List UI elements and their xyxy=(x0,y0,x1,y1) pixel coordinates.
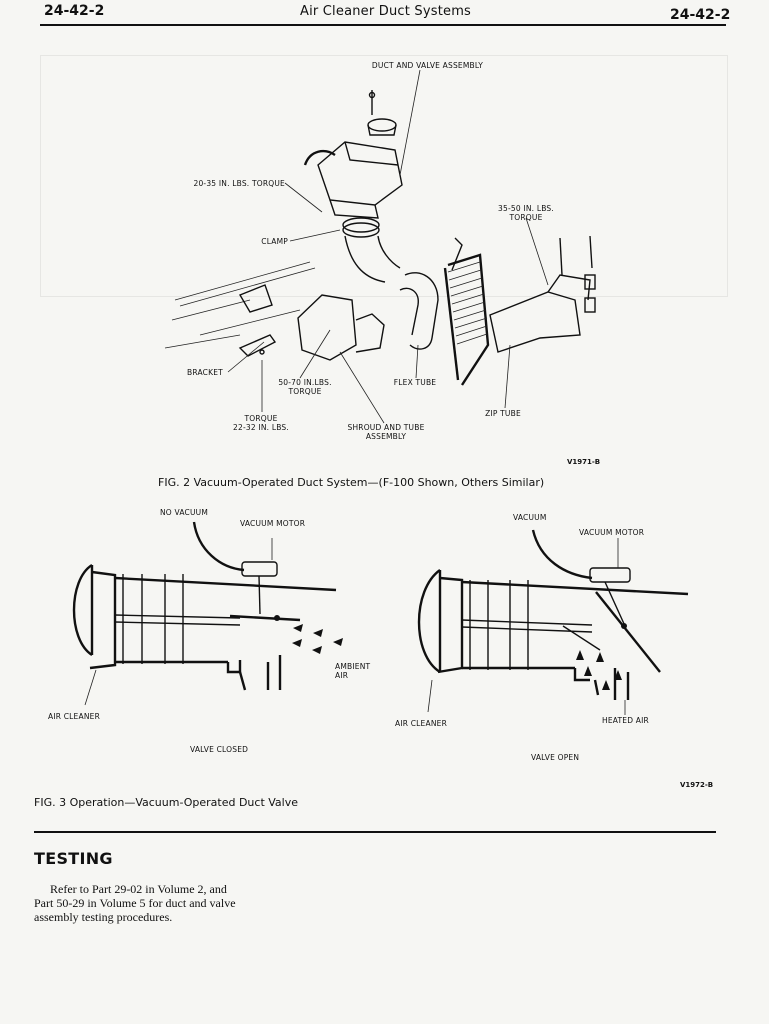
figure2-caption: FIG. 2 Vacuum-Operated Duct System—(F-100 Shown, Others Similar) xyxy=(158,476,545,489)
label-torque-20-35: 20-35 IN. LBS. TORQUE xyxy=(193,179,285,188)
page-number-right: 24-42-2 xyxy=(670,7,731,23)
testing-heading: TESTING xyxy=(34,849,113,868)
label-zip-tube: ZIP TUBE xyxy=(485,409,521,418)
label-clamp: CLAMP xyxy=(261,237,288,246)
label-vacuum-motor-left: VACUUM MOTOR xyxy=(240,519,306,528)
figure3-caption: FIG. 3 Operation—Vacuum-Operated Duct Valve xyxy=(34,796,298,809)
figure2-code: V1971-B xyxy=(567,458,601,466)
page-title: Air Cleaner Duct Systems xyxy=(300,4,472,19)
label-air-cleaner-left: AIR CLEANER xyxy=(48,712,100,721)
label-ambient-air xyxy=(335,662,370,680)
label-vacuum-motor-right: VACUUM MOTOR xyxy=(579,528,645,537)
label-valve-closed: VALVE CLOSED xyxy=(190,745,249,754)
label-no-vacuum: NO VACUUM xyxy=(160,508,209,517)
label-torque-22-32-text: TORQUE 22-32 IN. LBS. xyxy=(233,414,289,432)
figure3-code: V1972-B xyxy=(680,781,714,789)
label-valve-open: VALVE OPEN xyxy=(531,753,580,762)
label-torque-50-70-text: 50-70 IN.LBS. TORQUE xyxy=(278,378,332,396)
page-number-left: 24-42-2 xyxy=(44,3,105,19)
label-vacuum: VACUUM xyxy=(513,513,547,522)
section-rule xyxy=(34,831,716,833)
label-torque-35-50-text: 35-50 IN. LBS. TORQUE xyxy=(498,204,554,222)
label-duct-valve-assembly: DUCT AND VALVE ASSEMBLY xyxy=(371,61,484,70)
label-air-cleaner-right: AIR CLEANER xyxy=(395,719,447,728)
testing-body: Refer to Part 29-02 in Volume 2, and Part 50-29 in Volume 5 for duct and valve assembly testing procedures. xyxy=(34,882,236,924)
label-flex-tube: FLEX TUBE xyxy=(393,378,437,387)
label-ambient-air-text: AMBIENT AIR xyxy=(335,662,371,680)
label-heated-air: HEATED AIR xyxy=(602,716,649,725)
label-bracket: BRACKET xyxy=(187,368,223,377)
label-shroud-text: SHROUD AND TUBE ASSEMBLY xyxy=(347,423,425,441)
